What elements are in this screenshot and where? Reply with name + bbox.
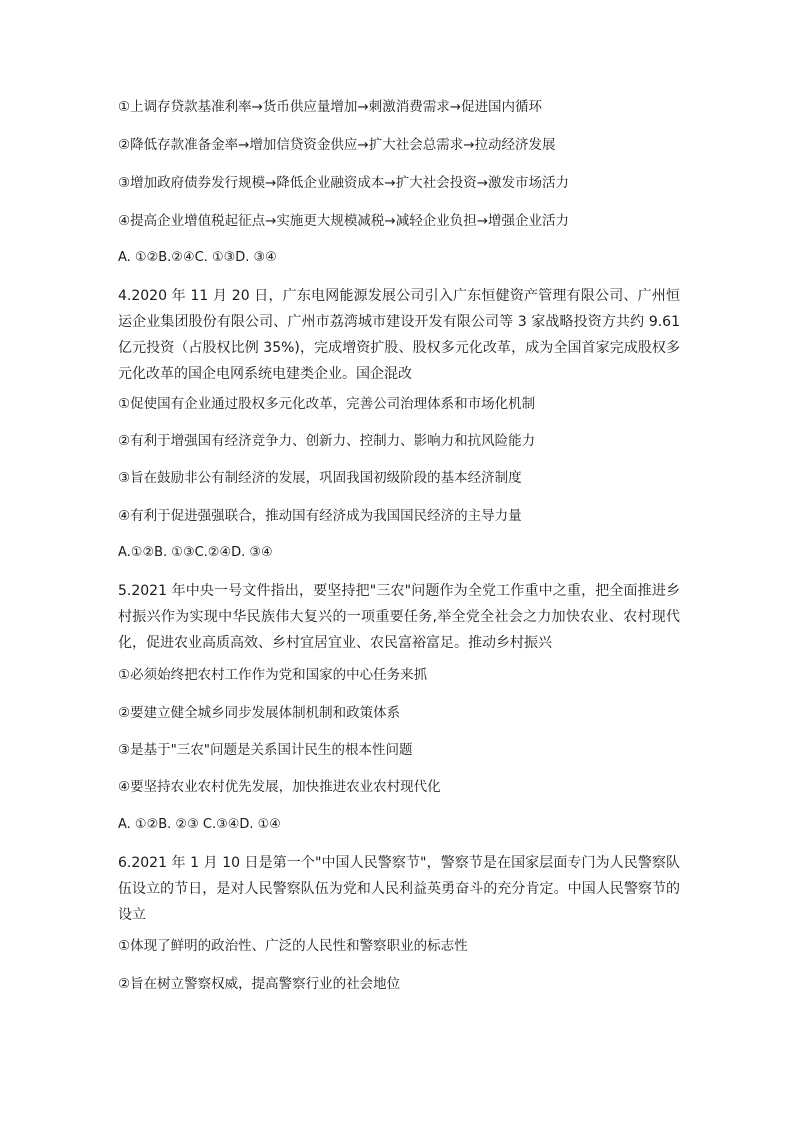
q4-answer-choices: A.①②B. ①③C.②④D. ③④ — [118, 545, 273, 560]
q6-option-1: ①体现了鲜明的政治性、广泛的人民性和警察职业的标志性 — [118, 938, 468, 954]
q4-stem: 4.2020 年 11 月 20 日，广东电网能源发展公司引入广东恒健资产管理有限公司、广州恒运企业集团股份有限公司、广州市荔湾城市建设开发有限公司等 3 家战略投资方共约 9.61 亿元投资（占股权比例 35%)，完成增资扩股、股权多元化改革，成为全国首家完成股权多元化改革的国企电网系统电建类企业。国企混改 — [118, 288, 680, 382]
q5-answer-choices: A. ①②B. ②③ C.③④D. ①④ — [118, 817, 281, 832]
q4-option-3: ③旨在鼓励非公有制经济的发展，巩固我国初级阶段的基本经济制度 — [118, 470, 522, 486]
q5-option-2: ②要建立健全城乡同步发展体制机制和政策体系 — [118, 705, 401, 721]
q6-option-2: ②旨在树立警察权威，提高警察行业的社会地位 — [118, 976, 401, 992]
q5-option-1: ①必须始终把农村工作作为党和国家的中心任务来抓 — [118, 667, 428, 683]
q3-option-1: ①上调存贷款基准利率→货币供应量增加→刺激消费需求→促进国内循环 — [118, 99, 543, 115]
q3-option-3: ③增加政府债券发行规模→降低企业融资成本→扩大社会投资→激发市场活力 — [118, 175, 570, 191]
q3-option-2: ②降低存款准备金率→增加信贷资金供应→扩大社会总需求→拉动经济发展 — [118, 137, 556, 153]
q4-option-4: ④有利于促进强强联合，推动国有经济成为我国国民经济的主导力量 — [118, 508, 522, 524]
q4-option-2: ②有利于增强国有经济竞争力、创新力、控制力、影响力和抗风险能力 — [118, 433, 536, 449]
q6-stem: 6.2021 年 1 月 10 日是第一个"中国人民警察节"，警察节是在国家层面专门为人民警察队伍设立的节日，是对人民警察队伍为党和人民利益英勇奋斗的充分肯定。中国人民警察节的设立 — [118, 855, 680, 923]
q5-option-3: ③是基于"三农"问题是关系国计民生的根本性问题 — [118, 742, 413, 758]
q3-option-4: ④提高企业增值税起征点→实施更大规模减税→减轻企业负担→增强企业活力 — [118, 213, 570, 229]
q4-option-1: ①促使国有企业通过股权多元化改革，完善公司治理体系和市场化机制 — [118, 396, 536, 412]
q3-answer-choices: A. ①②B.②④C. ①③D. ③④ — [118, 250, 277, 265]
q5-stem: 5.2021 年中央一号文件指出，要坚持把"三农"问题作为全党工作重中之重，把全面推进乡村振兴作为实现中华民族伟大复兴的一项重要任务,举全党全社会之力加快农业、农村现代化，促进农业高质高效、乡村宜居宜业、农民富裕富足。推动乡村振兴 — [118, 583, 680, 651]
q5-option-4: ④要坚持农业农村优先发展，加快推进农业农村现代化 — [118, 779, 441, 795]
